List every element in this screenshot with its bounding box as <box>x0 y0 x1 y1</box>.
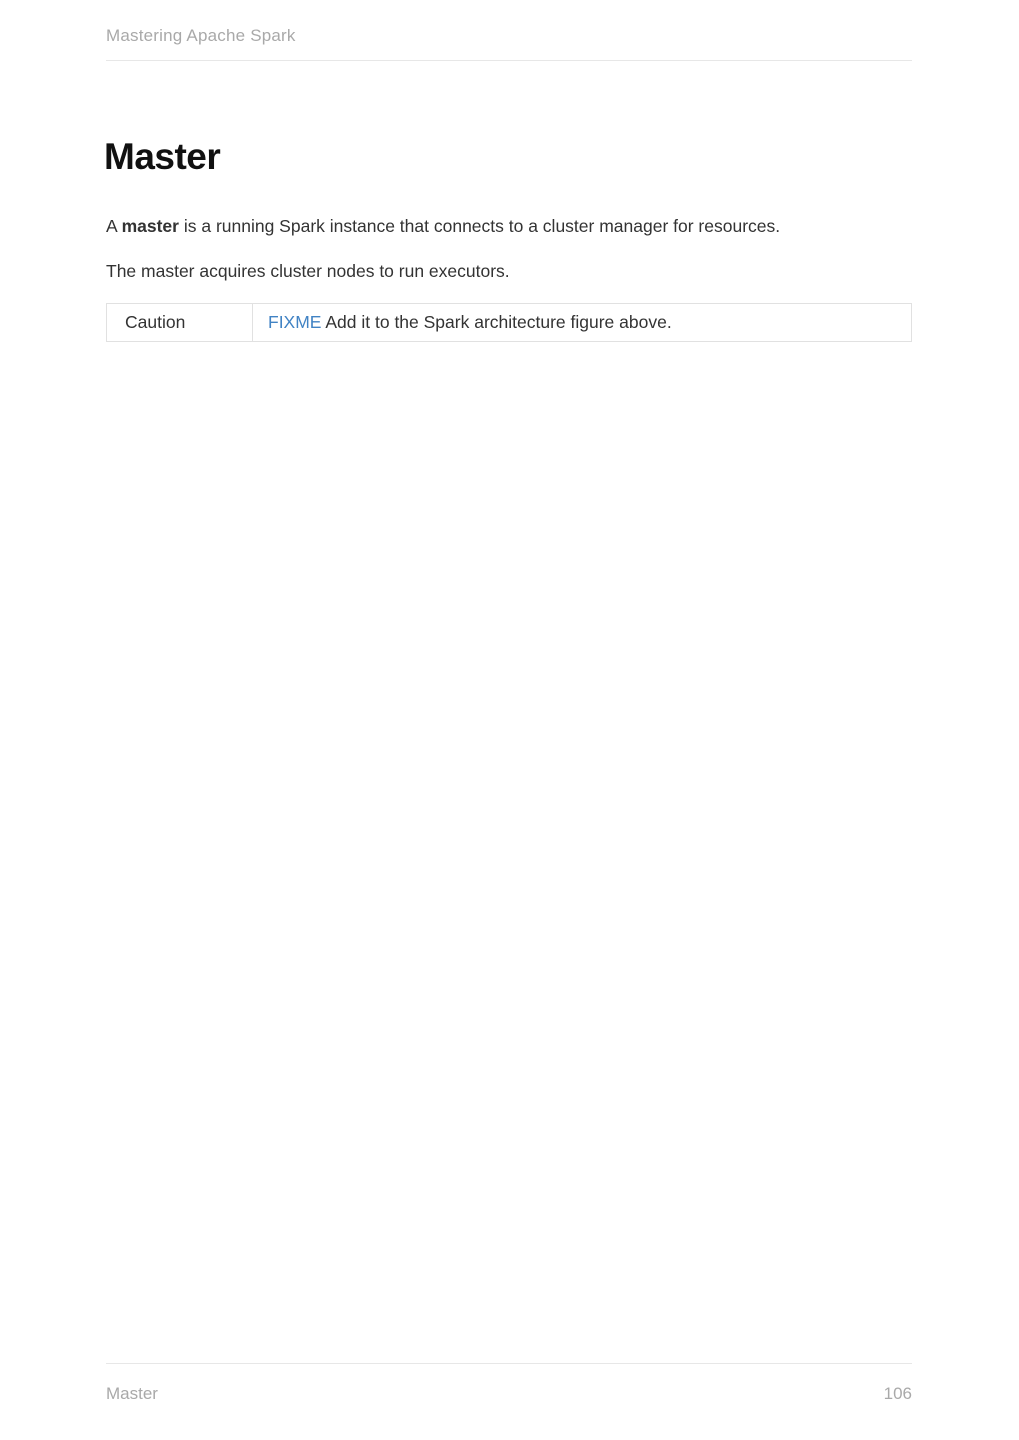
fixme-link[interactable]: FIXME <box>268 312 322 332</box>
intro-paragraph-bold-term: master <box>121 216 179 236</box>
caution-table-row <box>107 304 912 342</box>
header-book-title: Mastering Apache Spark <box>106 26 296 45</box>
second-paragraph: The master acquires cluster nodes to run executors. <box>106 261 510 281</box>
intro-paragraph-prefix: A <box>106 216 122 236</box>
caution-label-cell: Caution <box>107 304 253 342</box>
intro-paragraph-suffix: is a running Spark instance that connects to a cluster manager for resources. <box>178 216 781 236</box>
intro-paragraph <box>106 214 912 239</box>
caution-text: Add it to the Spark architecture figure above. <box>321 312 672 332</box>
caution-table <box>106 303 912 342</box>
caution-body-cell <box>253 304 912 342</box>
footer-chapter-label: Master <box>106 1384 158 1403</box>
page-title: Master <box>104 136 221 177</box>
footer-divider <box>106 1363 912 1364</box>
footer-page-number: 106 <box>883 1384 912 1403</box>
header-divider <box>106 60 912 61</box>
